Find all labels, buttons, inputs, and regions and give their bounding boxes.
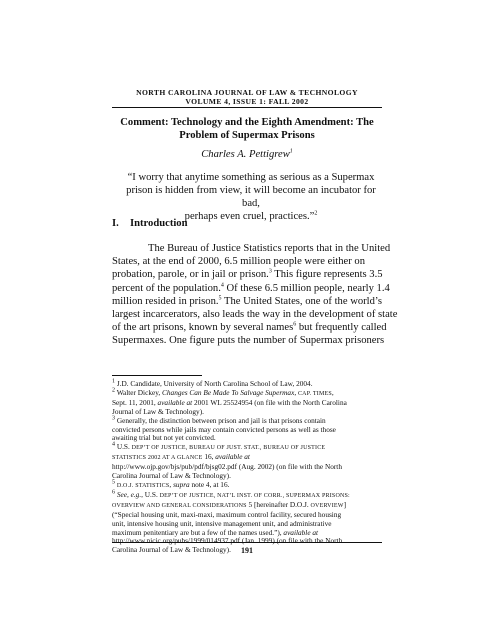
body-line: Supermaxes. One figure puts the number of Supermax prisoners xyxy=(112,335,385,347)
author-name: Charles A. Pettigrew xyxy=(201,149,290,160)
footnote-2-cont: Sept. 11, 2001, available at 2001 WL 25524954 (on file with the North Carolina xyxy=(112,397,347,407)
footnote-6-cont: OVERVIEW AND GENERAL CONSIDERATIONS 5 [hereinafter D.O.J. OVERVIEW] xyxy=(112,499,347,509)
body-line: States, at the end of 2000, 6.5 million people were either on xyxy=(112,256,366,268)
footnote-3-cont: convicted persons while jails may contain convicted persons as well as those xyxy=(112,424,336,434)
footnote-ref-5[interactable]: 5 xyxy=(218,295,222,302)
footnote-1: $^1$ J.D. Candidate, University of North Carolina School of Law, 2004. xyxy=(112,378,313,388)
journal-issue: VOLUME 4, ISSUE 1: FALL 2002 xyxy=(185,97,309,106)
footnote-4-cont: STATISTICS 2002 AT A GLANCE 16, available at xyxy=(112,452,250,462)
epigraph-line-1: “I worry that anytime something as serious as a Supermax xyxy=(127,172,375,183)
epigraph-quote xyxy=(120,171,382,223)
footnote-ref-6[interactable]: 6 xyxy=(293,321,297,328)
header-rule xyxy=(112,107,382,108)
article-title-line-1: Comment: Technology and the Eighth Amendment: The xyxy=(120,117,374,128)
epigraph-line-2: prison is hidden from view, it will become an incubator for bad, xyxy=(126,185,376,209)
footer-rule xyxy=(112,542,382,543)
section-title: Introduction xyxy=(130,218,188,229)
body-line: The Bureau of Justice Statistics reports that in the United xyxy=(148,243,391,254)
body-line: percent of the population.$^4$ Of these 6.5 million people, nearly 1.4 xyxy=(112,282,390,294)
footnote-5: $^5$ D.O.J. STATISTICS, supra note 4, at 16. xyxy=(112,479,230,489)
footnote-3: $^3$ Generally, the distinction between prison and jail is that prisons contain xyxy=(112,415,326,425)
article-title-line-2: Problem of Supermax Prisons xyxy=(179,130,315,141)
section-heading xyxy=(112,218,188,229)
footnote-ref-3[interactable]: 3 xyxy=(268,268,272,275)
footnote-6-cont: maximum penitentiary are but a few of the names used.”), available at xyxy=(112,527,319,537)
epigraph-line-3: perhaps even cruel, practices.”$^2$ xyxy=(184,210,318,222)
footnote-6-link[interactable]: http://www.nicic.org/pubs/1999/014937.pdf (Jan. 1999) (on file with the North xyxy=(112,536,343,546)
footnote-2: $^2$ Walter Dickey, Changes Can Be Made To Salvage Supermax, CAP. TIMES, xyxy=(112,387,334,397)
page-number: 191 xyxy=(241,546,253,555)
journal-title: NORTH CAROLINA JOURNAL OF LAW & TECHNOLOGY xyxy=(136,88,358,97)
footnote-6-cont: (“Special housing unit, maxi-maxi, maximum control facility, secured housing xyxy=(112,509,342,519)
footnote-ref-2[interactable]: 2 xyxy=(314,210,318,217)
article-title xyxy=(0,116,494,142)
footnote-6: $^6$ See, e.g., U.S. DEP’T OF JUSTICE, NAT’L INST. OF CORR., SUPERMAX PRISONS: xyxy=(112,489,350,499)
author-line xyxy=(0,149,494,160)
footnote-separator xyxy=(112,375,202,376)
footnote-6-cont: Carolina Journal of Law & Technology). xyxy=(112,545,231,555)
footnote-2-cont: Journal of Law & Technology). xyxy=(112,406,204,416)
body-line: million resided in prison.$^5$ The United States, one of the world’s xyxy=(112,295,382,307)
footnote-4-cont: Carolina Journal of Law & Technology). xyxy=(112,471,231,481)
body-line: largest incarcerators, also leads the way in the development of state xyxy=(112,309,398,321)
footnote-4: $^4$ U.S. DEP’T OF JUSTICE, BUREAU OF JUST. STAT., BUREAU OF JUSTICE xyxy=(112,441,326,452)
footnote-ref-1[interactable]: 1 xyxy=(289,148,293,155)
section-number: I. xyxy=(112,218,119,229)
footnote-4-link[interactable]: http://www.ojp.gov/bjs/pub/pdf/bjsg02.pdf (Aug. 2002) (on file with the North xyxy=(112,462,342,472)
footnote-ref-4[interactable]: 4 xyxy=(220,282,224,289)
body-line: of the art prisons, known by several names$^6$ but frequently called xyxy=(112,321,387,334)
body-paragraph xyxy=(112,242,398,348)
footnote-6-cont: unit, intensive housing unit, intensive management unit, and administrative xyxy=(112,518,332,528)
body-line: probation, parole, or in jail or prison.$^3$ This figure represents 3.5 xyxy=(112,268,383,281)
footnote-3-cont: awaiting trial but not yet convicted. xyxy=(112,433,216,443)
footnotes xyxy=(112,380,382,555)
